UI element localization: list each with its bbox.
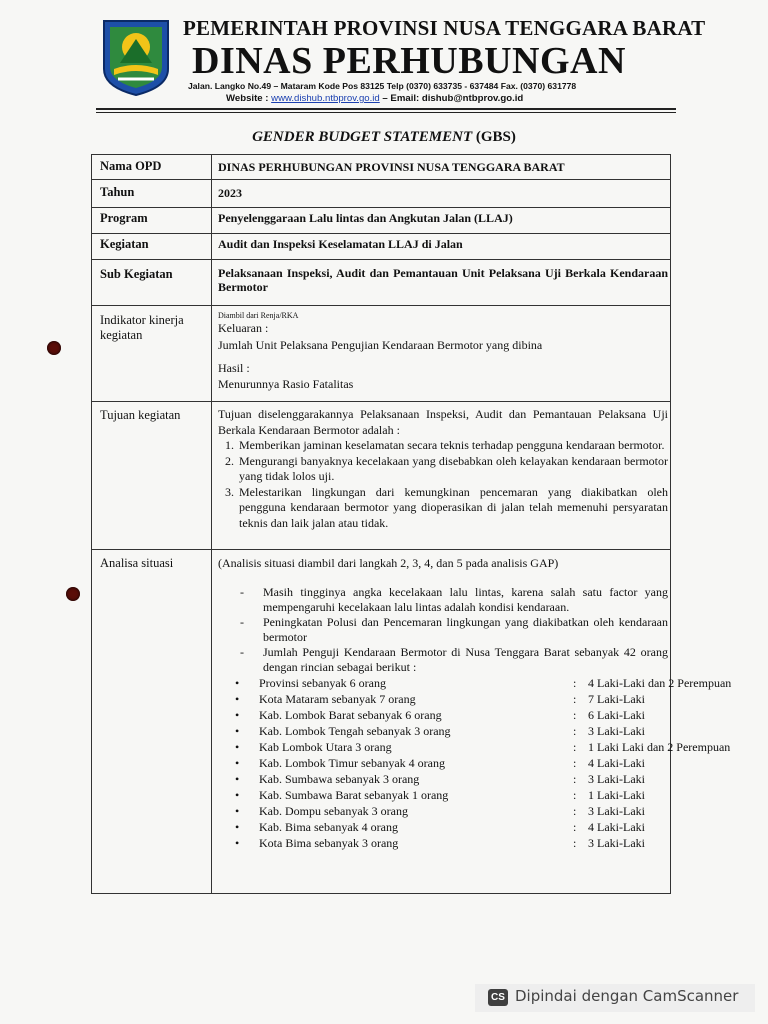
document-title-suffix: (GBS) bbox=[472, 129, 516, 145]
gbs-table bbox=[91, 154, 732, 894]
analisa-dash-list bbox=[218, 585, 668, 675]
point-text: Masih tingginya angka kecelakaan lalu lintas, karena salah satu factor yang mempengaruhi kecelakaan lalu lintas adalah kondisi kendaraan. bbox=[263, 585, 668, 614]
punch-hole bbox=[47, 341, 61, 355]
row-divider bbox=[92, 179, 670, 180]
region-row: • Provinsi sebanyak 6 orang : 4 Laki-Laki dan 2 Perempuan bbox=[235, 676, 732, 690]
value-sub-kegiatan: Pelaksanaan Inspeksi, Audit dan Pemantauan Unit Pelaksana Uji Berkala Kendaraan Bermotor bbox=[218, 266, 668, 294]
region-row: • Kota Bima sebanyak 3 orang : 3 Laki-Laki bbox=[235, 836, 645, 850]
row-divider bbox=[92, 233, 670, 234]
label-analisa: Analisa situasi bbox=[100, 556, 174, 570]
keluaran-label: Keluaran : bbox=[218, 321, 269, 335]
analisa-intro: (Analisis situasi diambil dari langkah 2, 3, 4, dan 5 pada analisis GAP) bbox=[218, 556, 559, 570]
region-row: • Kab. Lombok Tengah sebanyak 3 orang : 3 Laki-Laki bbox=[235, 724, 645, 738]
camscanner-text: Dipindai dengan CamScanner bbox=[515, 987, 739, 1005]
label-indikator: Indikator kinerja kegiatan bbox=[100, 313, 184, 342]
camscanner-logo-icon: CS bbox=[488, 989, 508, 1006]
region-name: Kota Bima sebanyak 3 orang bbox=[259, 836, 399, 850]
tujuan-intro: Tujuan diselenggarakannya Pelaksanaan Inspeksi, Audit dan Pemantauan Pelaksana Uji Berkala Kendaraan Bermotor adalah : bbox=[218, 407, 668, 437]
value-tahun: 2023 bbox=[218, 186, 242, 200]
row-divider bbox=[92, 305, 670, 306]
region-row: • Kab. Dompu sebanyak 3 orang : 3 Laki-Laki bbox=[235, 804, 645, 818]
region-row: • Kab. Lombok Barat sebanyak 6 orang : 6 Laki-Laki bbox=[235, 708, 645, 722]
region-count: 4 Laki-Laki bbox=[588, 820, 645, 834]
region-row: • Kab. Sumbawa sebanyak 3 orang : 3 Laki-Laki bbox=[235, 772, 645, 786]
header-rule-thin bbox=[96, 112, 676, 113]
email-text: – Email: dishub@ntbprov.go.id bbox=[379, 93, 524, 104]
row-divider bbox=[92, 549, 670, 550]
region-count: 4 Laki-Laki dan 2 Perempuan bbox=[588, 676, 732, 690]
value-kegiatan: Audit dan Inspeksi Keselamatan LLAJ di Jalan bbox=[218, 237, 463, 251]
keluaran-value: Jumlah Unit Pelaksana Pengujian Kendaraan Bermotor yang dibina bbox=[218, 338, 543, 352]
region-count: 3 Laki-Laki bbox=[588, 724, 645, 738]
row-divider bbox=[92, 401, 670, 402]
region-name: Kab. Sumbawa sebanyak 3 orang bbox=[259, 772, 420, 786]
region-row: • Kab Lombok Utara 3 orang : 1 Laki Laki dan 2 Perempuan bbox=[235, 740, 731, 754]
document-title-main: GENDER BUDGET STATEMENT bbox=[252, 129, 473, 145]
row-divider bbox=[92, 259, 670, 260]
region-name: Kota Mataram sebanyak 7 orang bbox=[259, 692, 416, 706]
list-item: - Peningkatan Polusi dan Pencemaran lingkungan yang diakibatkan oleh kendaraan bermotor bbox=[240, 615, 668, 644]
region-name: Kab Lombok Utara 3 orang bbox=[259, 740, 392, 754]
label-program: Program bbox=[100, 211, 148, 225]
row-divider bbox=[92, 207, 670, 208]
label-sub-kegiatan: Sub Kegiatan bbox=[100, 267, 173, 281]
value-program: Penyelenggaraan Lalu lintas dan Angkutan Jalan (LLAJ) bbox=[218, 211, 513, 225]
label-tahun: Tahun bbox=[100, 185, 135, 199]
column-divider bbox=[211, 155, 212, 893]
label-tujuan: Tujuan kegiatan bbox=[100, 408, 181, 422]
hasil-value: Menurunnya Rasio Fatalitas bbox=[218, 377, 354, 391]
point-text: Jumlah Penguji Kendaraan Bermotor di Nusa Tenggara Barat sebanyak 42 orang dengan rincian sebagai berikut : bbox=[263, 645, 668, 674]
document-title bbox=[0, 129, 768, 146]
office-address: Jalan. Langko No.49 – Mataram Kode Pos 83125 Telp (0370) 633735 - 637484 Fax. (0370) 631778 bbox=[188, 81, 577, 91]
point-text: Peningkatan Polusi dan Pencemaran lingkungan yang diakibatkan oleh kendaraan bermotor bbox=[263, 615, 668, 644]
region-count: 1 Laki-Laki bbox=[588, 788, 645, 802]
hasil-label: Hasil : bbox=[218, 361, 250, 375]
region-row: • Kab. Sumbawa Barat sebanyak 1 orang : 1 Laki-Laki bbox=[235, 788, 645, 802]
contact-line bbox=[226, 93, 523, 104]
label-kegiatan: Kegiatan bbox=[100, 237, 149, 251]
region-name: Kab. Lombok Tengah sebanyak 3 orang bbox=[259, 724, 451, 738]
region-count: 3 Laki-Laki bbox=[588, 772, 645, 786]
list-item: - Masih tingginya angka kecelakaan lalu lintas, karena salah satu factor yang mempengaruhi kecelakaan lalu lintas adalah kondisi kendaraan. bbox=[240, 585, 668, 614]
tujuan-content bbox=[218, 407, 668, 531]
provincial-emblem-icon bbox=[100, 17, 172, 97]
region-count: 7 Laki-Laki bbox=[588, 692, 645, 706]
tujuan-list bbox=[218, 438, 668, 531]
department-name: DINAS PERHUBUNGAN bbox=[192, 40, 626, 82]
region-count: 3 Laki-Laki bbox=[588, 836, 645, 850]
list-item: 2. Mengurangi banyaknya kecelakaan yang disebabkan oleh kelayakan kendaraan bermotor yang tidak lolos uji. bbox=[237, 454, 668, 485]
region-name: Provinsi sebanyak 6 orang bbox=[259, 676, 386, 690]
list-item: 3. Melestarikan lingkungan dari kemungkinan pencemaran yang diakibatkan oleh pengguna kendaraan bermotor yang dioperasikan di jalan telah memenuhi persyaratan teknis dan laik jalan atau tidak. bbox=[237, 485, 668, 532]
analisa-points bbox=[218, 585, 668, 675]
region-name: Kab. Lombok Barat sebanyak 6 orang bbox=[259, 708, 442, 722]
government-name: PEMERINTAH PROVINSI NUSA TENGGARA BARAT bbox=[183, 16, 706, 40]
list-item: - Jumlah Penguji Kendaraan Bermotor di Nusa Tenggara Barat sebanyak 42 orang dengan rincian sebagai berikut : bbox=[240, 645, 668, 674]
indikator-note: Diambil dari Renja/RKA bbox=[218, 311, 299, 320]
punch-hole bbox=[66, 587, 80, 601]
region-row: • Kota Mataram sebanyak 7 orang : 7 Laki-Laki bbox=[235, 692, 645, 706]
region-row: • Kab. Lombok Timur sebanyak 4 orang : 4 Laki-Laki bbox=[235, 756, 645, 770]
website-link[interactable]: www.dishub.ntbprov.go.id bbox=[271, 93, 380, 104]
label-nama-opd: Nama OPD bbox=[100, 159, 162, 173]
region-count: 4 Laki-Laki bbox=[588, 756, 645, 770]
header-rule-thick bbox=[96, 108, 676, 110]
region-count: 6 Laki-Laki bbox=[588, 708, 645, 722]
region-count: 3 Laki-Laki bbox=[588, 804, 645, 818]
region-count: 1 Laki Laki dan 2 Perempuan bbox=[588, 740, 731, 754]
region-name: Kab. Lombok Timur sebanyak 4 orang bbox=[259, 756, 445, 770]
website-label: Website : bbox=[226, 93, 272, 104]
region-name: Kab. Dompu sebanyak 3 orang bbox=[259, 804, 408, 818]
list-item: 1. Memberikan jaminan keselamatan secara teknis terhadap pengguna kendaraan bermotor. bbox=[237, 438, 668, 454]
value-nama-opd: DINAS PERHUBUNGAN PROVINSI NUSA TENGGARA BARAT bbox=[218, 160, 565, 174]
region-name: Kab. Bima sebanyak 4 orang bbox=[259, 820, 398, 834]
region-name: Kab. Sumbawa Barat sebanyak 1 orang bbox=[259, 788, 449, 802]
region-row: • Kab. Bima sebanyak 4 orang : 4 Laki-Laki bbox=[235, 820, 645, 834]
